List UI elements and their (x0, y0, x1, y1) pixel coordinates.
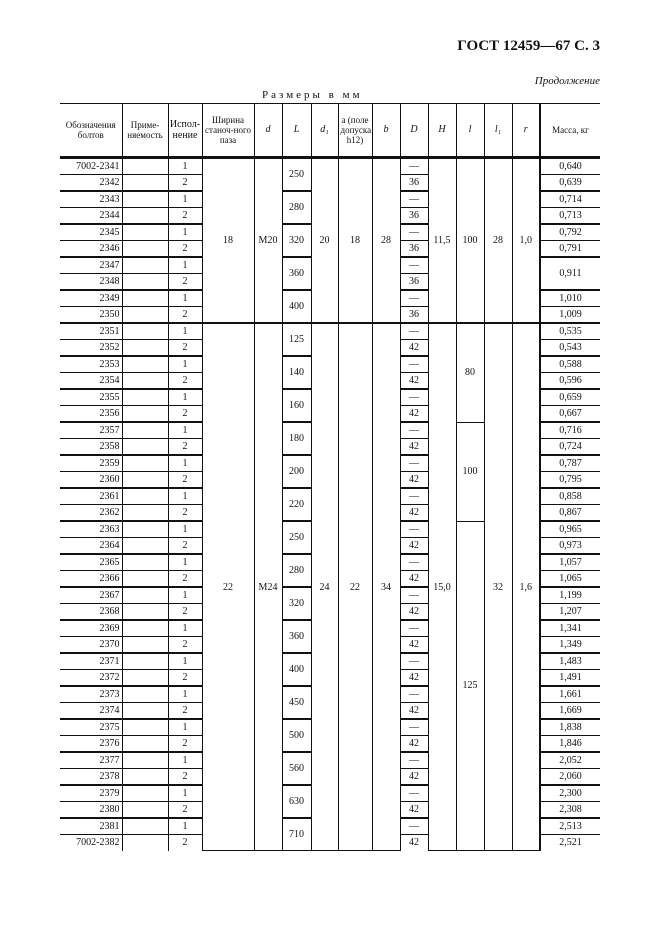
cell-designation: 2369 (60, 620, 122, 637)
cell-L: 220 (282, 488, 311, 521)
col-slot-width: Ширина станоч-ного паза (202, 104, 254, 158)
cell-mass: 1,349 (540, 637, 600, 654)
cell-D: 42 (400, 637, 428, 654)
cell-D: 42 (400, 538, 428, 555)
cell-applicability (122, 191, 168, 208)
cell-l: 125 (456, 521, 484, 851)
cell-version: 2 (168, 274, 202, 291)
cell-D: 42 (400, 505, 428, 522)
cell-D: 42 (400, 439, 428, 456)
col-d: d (254, 104, 282, 158)
cell-version: 2 (168, 406, 202, 423)
cell-version: 1 (168, 323, 202, 340)
cell-D: 42 (400, 670, 428, 687)
cell-d: M24 (254, 323, 282, 851)
cell-version: 1 (168, 389, 202, 406)
cell-applicability (122, 686, 168, 703)
cell-mass: 0,639 (540, 175, 600, 192)
cell-H: 11,5 (428, 158, 456, 324)
cell-applicability (122, 571, 168, 588)
cell-applicability (122, 158, 168, 175)
cell-L: 500 (282, 719, 311, 752)
cell-mass: 2,060 (540, 769, 600, 786)
table-row (60, 158, 600, 175)
cell-mass: 1,491 (540, 670, 600, 687)
cell-D: — (400, 356, 428, 373)
cell-designation: 2361 (60, 488, 122, 505)
cell-version: 2 (168, 340, 202, 357)
cell-L: 280 (282, 191, 311, 224)
cell-designation: 2355 (60, 389, 122, 406)
cell-mass: 0,713 (540, 208, 600, 225)
cell-applicability (122, 521, 168, 538)
cell-D: 36 (400, 175, 428, 192)
cell-D: 42 (400, 769, 428, 786)
cell-L: 250 (282, 521, 311, 554)
cell-mass: 2,513 (540, 818, 600, 835)
cell-version: 1 (168, 818, 202, 835)
cell-mass: 0,659 (540, 389, 600, 406)
cell-version: 1 (168, 554, 202, 571)
cell-designation: 2366 (60, 571, 122, 588)
cell-version: 1 (168, 521, 202, 538)
cell-mass: 2,308 (540, 802, 600, 819)
col-r: r (512, 104, 540, 158)
cell-applicability (122, 274, 168, 291)
cell-D: 42 (400, 604, 428, 621)
cell-designation: 2359 (60, 455, 122, 472)
continuation-label: Продолжение (534, 75, 600, 87)
cell-designation: 2380 (60, 802, 122, 819)
table-header-row (60, 104, 600, 158)
cell-D: — (400, 422, 428, 439)
cell-version: 1 (168, 356, 202, 373)
cell-D: 36 (400, 208, 428, 225)
cell-version: 2 (168, 835, 202, 851)
cell-L: 320 (282, 224, 311, 257)
cell-D: — (400, 191, 428, 208)
cell-mass: 0,716 (540, 422, 600, 439)
cell-applicability (122, 802, 168, 819)
cell-version: 2 (168, 307, 202, 324)
cell-version: 2 (168, 505, 202, 522)
cell-version: 2 (168, 769, 202, 786)
cell-applicability (122, 175, 168, 192)
cell-applicability (122, 373, 168, 390)
cell-applicability (122, 323, 168, 340)
cell-mass: 0,667 (540, 406, 600, 423)
cell-D: — (400, 686, 428, 703)
cell-applicability (122, 785, 168, 802)
cell-D: 42 (400, 835, 428, 851)
cell-L: 125 (282, 323, 311, 356)
cell-designation: 2375 (60, 719, 122, 736)
cell-D: — (400, 488, 428, 505)
col-L: L (282, 104, 311, 158)
cell-designation: 2378 (60, 769, 122, 786)
cell-a: 18 (338, 158, 372, 324)
col-H: H (428, 104, 456, 158)
cell-a: 22 (338, 323, 372, 851)
cell-D: 42 (400, 802, 428, 819)
cell-designation: 2357 (60, 422, 122, 439)
cell-version: 2 (168, 604, 202, 621)
cell-D: — (400, 323, 428, 340)
cell-applicability (122, 257, 168, 274)
cell-b: 28 (372, 158, 400, 324)
cell-r: 1,6 (512, 323, 540, 851)
cell-d1: 24 (311, 323, 338, 851)
cell-D: — (400, 785, 428, 802)
cell-D: — (400, 653, 428, 670)
cell-applicability (122, 455, 168, 472)
cell-D: 42 (400, 703, 428, 720)
cell-applicability (122, 307, 168, 324)
cell-applicability (122, 340, 168, 357)
cell-l: 80 (456, 323, 484, 422)
cell-version: 2 (168, 703, 202, 720)
cell-mass: 0,795 (540, 472, 600, 489)
cell-mass: 1,207 (540, 604, 600, 621)
cell-mass: 1,838 (540, 719, 600, 736)
cell-L: 180 (282, 422, 311, 455)
cell-D: 36 (400, 241, 428, 258)
cell-D: — (400, 521, 428, 538)
cell-l: 100 (456, 158, 484, 324)
cell-designation: 2353 (60, 356, 122, 373)
cell-mass: 1,846 (540, 736, 600, 753)
cell-applicability (122, 208, 168, 225)
cell-mass: 0,911 (540, 257, 600, 290)
cell-mass: 0,973 (540, 538, 600, 555)
cell-version: 1 (168, 224, 202, 241)
cell-designation: 2368 (60, 604, 122, 621)
cell-designation: 2376 (60, 736, 122, 753)
cell-designation: 2367 (60, 587, 122, 604)
cell-designation: 2346 (60, 241, 122, 258)
cell-designation: 2373 (60, 686, 122, 703)
cell-D: — (400, 620, 428, 637)
cell-version: 2 (168, 670, 202, 687)
cell-version: 1 (168, 191, 202, 208)
cell-mass: 1,010 (540, 290, 600, 307)
cell-D: 36 (400, 307, 428, 324)
cell-mass: 1,661 (540, 686, 600, 703)
cell-version: 2 (168, 538, 202, 555)
cell-mass: 0,596 (540, 373, 600, 390)
cell-L: 400 (282, 653, 311, 686)
cell-L: 360 (282, 257, 311, 290)
cell-mass: 1,009 (540, 307, 600, 324)
cell-designation: 2362 (60, 505, 122, 522)
cell-designation: 2351 (60, 323, 122, 340)
cell-version: 2 (168, 637, 202, 654)
cell-applicability (122, 620, 168, 637)
cell-D: — (400, 158, 428, 175)
cell-L: 200 (282, 455, 311, 488)
col-applicability: Приме-няемость (122, 104, 168, 158)
cell-applicability (122, 703, 168, 720)
col-a: a (поле допуска h12) (338, 104, 372, 158)
cell-L: 360 (282, 620, 311, 653)
cell-designation: 7002-2382 (60, 835, 122, 851)
cell-D: 42 (400, 340, 428, 357)
cell-applicability (122, 488, 168, 505)
cell-mass: 0,965 (540, 521, 600, 538)
cell-L: 630 (282, 785, 311, 818)
cell-designation: 2360 (60, 472, 122, 489)
cell-applicability (122, 422, 168, 439)
cell-applicability (122, 818, 168, 835)
cell-designation: 2358 (60, 439, 122, 456)
cell-applicability (122, 290, 168, 307)
cell-D: 36 (400, 274, 428, 291)
cell-r: 1,0 (512, 158, 540, 324)
cell-designation: 2371 (60, 653, 122, 670)
cell-l1: 32 (484, 323, 512, 851)
cell-designation: 2350 (60, 307, 122, 324)
cell-designation: 7002-2341 (60, 158, 122, 175)
cell-version: 1 (168, 719, 202, 736)
cell-D: 42 (400, 472, 428, 489)
cell-version: 2 (168, 802, 202, 819)
col-mass: Масса, кг (540, 104, 600, 158)
cell-mass: 0,543 (540, 340, 600, 357)
cell-D: — (400, 818, 428, 835)
cell-mass: 0,791 (540, 241, 600, 258)
col-d1: d₁ (311, 104, 338, 158)
col-D: D (400, 104, 428, 158)
cell-applicability (122, 587, 168, 604)
cell-designation: 2381 (60, 818, 122, 835)
cell-version: 1 (168, 257, 202, 274)
cell-applicability (122, 670, 168, 687)
cell-designation: 2365 (60, 554, 122, 571)
cell-version: 2 (168, 571, 202, 588)
cell-designation: 2345 (60, 224, 122, 241)
cell-designation: 2364 (60, 538, 122, 555)
cell-mass: 1,057 (540, 554, 600, 571)
cell-D: — (400, 389, 428, 406)
cell-version: 1 (168, 752, 202, 769)
cell-applicability (122, 406, 168, 423)
cell-D: 42 (400, 406, 428, 423)
cell-designation: 2370 (60, 637, 122, 654)
cell-designation: 2356 (60, 406, 122, 423)
col-version (168, 104, 202, 158)
cell-mass: 0,588 (540, 356, 600, 373)
table-row (60, 323, 600, 340)
cell-slot-width: 22 (202, 323, 254, 851)
col-l: l (456, 104, 484, 158)
cell-designation: 2379 (60, 785, 122, 802)
cell-applicability (122, 637, 168, 654)
cell-slot-width: 18 (202, 158, 254, 324)
cell-designation: 2372 (60, 670, 122, 687)
cell-designation: 2354 (60, 373, 122, 390)
cell-designation: 2347 (60, 257, 122, 274)
cell-D: — (400, 455, 428, 472)
cell-designation: 2352 (60, 340, 122, 357)
cell-version: 2 (168, 439, 202, 456)
cell-applicability (122, 653, 168, 670)
cell-mass: 1,483 (540, 653, 600, 670)
cell-designation: 2349 (60, 290, 122, 307)
cell-H: 15,0 (428, 323, 456, 851)
cell-version: 1 (168, 455, 202, 472)
cell-L: 140 (282, 356, 311, 389)
cell-mass: 1,199 (540, 587, 600, 604)
cell-applicability (122, 472, 168, 489)
cell-L: 250 (282, 158, 311, 192)
cell-applicability (122, 439, 168, 456)
cell-L: 280 (282, 554, 311, 587)
cell-designation: 2344 (60, 208, 122, 225)
cell-version: 2 (168, 373, 202, 390)
cell-D: — (400, 719, 428, 736)
cell-mass: 2,052 (540, 752, 600, 769)
cell-version: 1 (168, 686, 202, 703)
cell-mass: 0,714 (540, 191, 600, 208)
cell-L: 560 (282, 752, 311, 785)
cell-designation: 2343 (60, 191, 122, 208)
cell-applicability (122, 356, 168, 373)
cell-D: — (400, 587, 428, 604)
cell-version: 2 (168, 472, 202, 489)
cell-applicability (122, 604, 168, 621)
cell-mass: 2,521 (540, 835, 600, 851)
cell-applicability (122, 719, 168, 736)
col-designation: Обозначения болтов (60, 104, 122, 158)
cell-mass: 0,787 (540, 455, 600, 472)
cell-version: 1 (168, 158, 202, 175)
cell-mass: 1,065 (540, 571, 600, 588)
cell-D: 42 (400, 373, 428, 390)
col-l1: l₁ (484, 104, 512, 158)
cell-L: 160 (282, 389, 311, 422)
cell-l: 100 (456, 422, 484, 521)
cell-applicability (122, 241, 168, 258)
cell-version: 1 (168, 290, 202, 307)
cell-D: — (400, 554, 428, 571)
cell-mass: 2,300 (540, 785, 600, 802)
col-b: b (372, 104, 400, 158)
cell-version: 1 (168, 422, 202, 439)
cell-mass: 0,792 (540, 224, 600, 241)
cell-designation: 2348 (60, 274, 122, 291)
cell-designation: 2374 (60, 703, 122, 720)
cell-version: 2 (168, 175, 202, 192)
bolts-table (60, 103, 600, 851)
cell-d1: 20 (311, 158, 338, 324)
cell-applicability (122, 835, 168, 851)
document-header: ГОСТ 12459—67 С. 3 (457, 38, 600, 54)
cell-D: — (400, 257, 428, 274)
cell-mass: 0,724 (540, 439, 600, 456)
cell-applicability (122, 224, 168, 241)
cell-mass: 1,669 (540, 703, 600, 720)
cell-applicability (122, 752, 168, 769)
cell-l1: 28 (484, 158, 512, 324)
cell-L: 450 (282, 686, 311, 719)
cell-applicability (122, 505, 168, 522)
cell-L: 710 (282, 818, 311, 851)
cell-mass: 0,640 (540, 158, 600, 175)
cell-mass: 0,858 (540, 488, 600, 505)
cell-D: — (400, 290, 428, 307)
cell-version: 1 (168, 488, 202, 505)
cell-version: 1 (168, 620, 202, 637)
cell-mass: 0,535 (540, 323, 600, 340)
cell-version: 2 (168, 241, 202, 258)
cell-D: 42 (400, 571, 428, 588)
dimensions-caption: Размеры в мм (262, 89, 363, 101)
cell-version: 1 (168, 653, 202, 670)
cell-mass: 1,341 (540, 620, 600, 637)
cell-D: 42 (400, 736, 428, 753)
cell-designation: 2377 (60, 752, 122, 769)
cell-D: — (400, 224, 428, 241)
cell-applicability (122, 769, 168, 786)
cell-d: M20 (254, 158, 282, 324)
cell-applicability (122, 554, 168, 571)
cell-version: 1 (168, 785, 202, 802)
cell-version: 2 (168, 208, 202, 225)
cell-version: 2 (168, 736, 202, 753)
cell-D: — (400, 752, 428, 769)
cell-mass: 0,867 (540, 505, 600, 522)
cell-applicability (122, 736, 168, 753)
cell-applicability (122, 538, 168, 555)
cell-b: 34 (372, 323, 400, 851)
cell-L: 400 (282, 290, 311, 323)
col-version-label: Испол-нение (169, 119, 201, 141)
cell-designation: 2342 (60, 175, 122, 192)
cell-applicability (122, 389, 168, 406)
cell-version: 1 (168, 587, 202, 604)
cell-designation: 2363 (60, 521, 122, 538)
cell-L: 320 (282, 587, 311, 620)
